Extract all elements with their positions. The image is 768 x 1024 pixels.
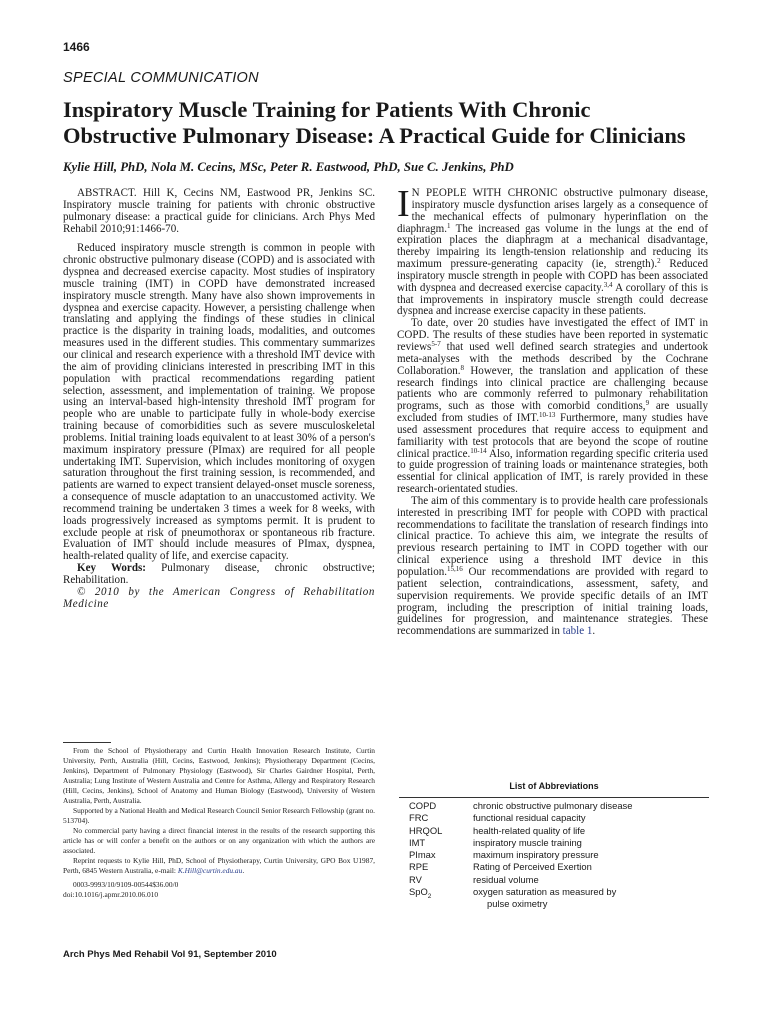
citation-ref: 5-7 bbox=[431, 339, 441, 348]
abbreviation-definition: residual volume bbox=[473, 873, 539, 885]
abbreviations-box bbox=[399, 781, 709, 911]
abbreviation-term: RPE bbox=[409, 861, 429, 873]
intro-text: are usually excluded from studies of IMT. bbox=[397, 400, 708, 425]
copyright-notice: © 2010 by the American Congress of Rehabilitation Medicine bbox=[63, 585, 375, 610]
citation-ref: 15,16 bbox=[447, 565, 463, 573]
abbreviation-row bbox=[399, 837, 709, 849]
intro-text: that used well defined search strategies and undertook meta-analyses with the methods described by the Cochrane Collaboration. bbox=[397, 340, 708, 377]
citation-ref: 10-13 bbox=[539, 411, 556, 420]
intro-text: The increased gas volume in the lungs at the end of expiration places the diaphragm at a mechanical disadvantage, thereby impairing its length-tension relationship and reducing its maximum pressure-generating capacity (ie, strength). bbox=[397, 222, 709, 271]
abbreviation-definition: Rating of Perceived Exertion bbox=[473, 861, 592, 873]
journal-footer: Arch Phys Med Rehabil Vol 91, September 2010 bbox=[63, 949, 277, 960]
abbreviation-row bbox=[399, 825, 709, 837]
footnote-divider bbox=[63, 742, 111, 743]
keywords bbox=[63, 563, 375, 587]
abstract-label: ABSTRACT. bbox=[77, 187, 137, 199]
keywords-text: Pulmonary disease, chronic obstructive; Rehabilitation. bbox=[63, 562, 375, 586]
drop-cap: I bbox=[397, 183, 410, 225]
intro-text: obstructive pulmonary disease, inspiratory muscle dysfunction arises largely as a consequence of the mechanical effects of pulmonary hyperinflation on the diaphragm. bbox=[397, 187, 709, 235]
introduction-column bbox=[397, 183, 709, 638]
footnotes bbox=[63, 746, 375, 900]
intro-smallcaps: N PEOPLE WITH CHRONIC bbox=[411, 187, 558, 199]
intro-text: However, the translation and application of these research findings into clinical practice are challenging because patients who are commonly referred to pulmonary rehabilitation programs, such as those with comorbid conditions, bbox=[397, 364, 709, 413]
section-label: SPECIAL COMMUNICATION bbox=[63, 70, 259, 86]
abbreviation-row bbox=[399, 849, 709, 861]
citation-ref: 10-14 bbox=[470, 446, 487, 455]
author-email-link[interactable]: K.Hill@curtin.edu.au bbox=[177, 866, 243, 875]
footnote-support: Supported by a National Health and Medical Research Council Senior Research Fellowship (grant no. 513704). bbox=[63, 806, 375, 825]
abstract-column bbox=[63, 188, 375, 611]
intro-paragraph-2 bbox=[397, 318, 708, 496]
article-title bbox=[63, 97, 723, 149]
intro-text: The aim of this commentary is to provide health care professionals interested in prescribing IMT for people with COPD with practical recommendations to facilitate the translation of research findings into clinical practice. To achieve this aim, we integrate the results of previous research pertaining to IMT in COPD together with our clinical experience using a threshold IMT device in this population. bbox=[397, 494, 708, 578]
citation-ref: 9 bbox=[645, 399, 650, 408]
abbreviations-list bbox=[399, 800, 709, 886]
footnote-affiliation: From the School of Physiotherapy and Curtin Health Innovation Research Institute, Curtin University, Perth, Australia (Hill, Cecins, Eastwood, Jenkins); Physiotherapy Department (Cecins, Jenkins), Department of Pulmonary Physiology (Eastwood), Sir Charles Gairdner Hospital, Perth, Australia; Lung Institute of Western Australia and Centre for Asthma, Allergy and Respiratory Research (Hill, Cecins, Jenkins), School of Anatomy and Human Biology (Eastwood), University of Western Australia, Perth, Australia. bbox=[63, 746, 375, 805]
title-line-1: Inspiratory Muscle Training for Patients With Chronic bbox=[63, 97, 591, 122]
intro-text: Our recommendations are provided with regard to patient selection, contraindications, assessment, safety, and supervision requirements. We provide specific details of an IMT program, including the prescription of initial training loads, guidelines for progression, and maintenance strategies. These recommendations are summarized in bbox=[397, 566, 708, 638]
abbreviation-definition: oxygen saturation as measured by pulse oximetry bbox=[473, 886, 617, 910]
abstract-citation-paragraph bbox=[63, 188, 375, 235]
footnote-conflict: No commercial party having a direct financial interest in the results of the research supporting this article has or will confer a benefit on the authors or on any organization with which the authors are associated. bbox=[63, 826, 375, 855]
abbreviation-term: SpO$_2$ bbox=[409, 886, 432, 900]
abstract-citation: Hill K, Cecins NM, Eastwood PR, Jenkins SC. Inspiratory muscle training for patients with chronic obstructive pulmonary disease: a practical guide for clinicians. Arch Phys Med Rehabil 2010;91:1466-70. bbox=[63, 187, 376, 235]
citation-ref: 3,4 bbox=[603, 280, 613, 289]
intro-text: To date, over 20 studies have investigated the effect of IMT in COPD. The results of these studies have been reported in systematic reviews bbox=[397, 317, 708, 353]
abbreviation-definition: functional residual capacity bbox=[473, 812, 586, 824]
reprint-text: Reprint requests to Kylie Hill, PhD, School of Physiotherapy, Curtin University, GPO Box U1987, Perth, 6845 Western Australia, e-mail: bbox=[63, 856, 375, 875]
abbreviations-title: List of Abbreviations bbox=[509, 781, 599, 791]
abbreviation-term: COPD bbox=[409, 800, 437, 811]
citation-ref: 2 bbox=[657, 257, 661, 266]
page-number: 1466 bbox=[63, 40, 90, 54]
keywords-label: Key Words: bbox=[77, 562, 146, 575]
intro-text: A corollary of this is that improvements in inspiratory muscle strength could decrease dyspnea and increase exercise capacity in these patients. bbox=[397, 281, 708, 318]
footnote-reprint bbox=[63, 856, 375, 876]
citation-ref: 8 bbox=[460, 363, 465, 372]
abstract-body: Reduced inspiratory muscle strength is common in people with chronic obstructive pulmonary disease (COPD) and is associated with dyspnea and decreased exercise capacity. Most studies of inspiratory muscle training (IMT) in COPD have demonstrated increased inspiratory muscle strength. Many have also shown improvements in dyspnea and exercise capacity. However, a persisting challenge when translating and applying the findings of these studies in clinical practice is the disparity in training loads, modalities, and outcomes measures used in the different studies. This commentary summarizes our clinical and research experience with a threshold IMT device with the aim of providing clinicians interested in prescribing IMT in this population with practical recommendations regarding patient selection, assessment, and implementation of training. We propose using an interval-based high-intensity threshold IMT program for people who are unable to participate fully in whole-body exercise training because of comorbidities such as severe musculoskeletal problems. Initial training loads equivalent to at least 30% of a person's maximum inspiratory pressure (PImax) are required for all people undertaking IMT. Supervision, which includes monitoring of oxygen saturation throughout the first training session, is recommended, and patients are warned to expect transient delayed-onset muscle soreness, a consequence of muscle adaptation to an unaccustomed activity. We recommend training be undertaken 3 times a week for 8 weeks, with loads progressively increased as symptoms permit. It is prudent to exclude people at risk of pneumothorax or spontaneous rib fracture. Evaluation of IMT should include measures of PImax, dyspnea, health-related quality of life, and exercise capacity. bbox=[63, 242, 375, 563]
abbreviation-row bbox=[399, 886, 709, 911]
abbreviation-row bbox=[399, 874, 709, 886]
intro-text: Also, information regarding specific criteria used to guide progression of training loads or maintenance strategies, both essential for clinical application of IMT, is rarely provided in these research-orientated studies. bbox=[397, 447, 708, 496]
abbreviations-rule bbox=[399, 797, 709, 798]
abbreviation-term: FRC bbox=[409, 812, 429, 824]
intro-paragraph-1 bbox=[397, 183, 709, 318]
intro-text: Reduced inspiratory muscle strength in people with COPD has been associated with dyspnea and decreased exercise capacity. bbox=[397, 258, 708, 294]
author-list: Kylie Hill, PhD, Nola M. Cecins, MSc, Peter R. Eastwood, PhD, Sue C. Jenkins, PhD bbox=[63, 160, 514, 174]
abbreviation-row bbox=[399, 812, 709, 824]
abbreviation-definition: health-related quality of life bbox=[473, 824, 586, 836]
intro-paragraph-3 bbox=[397, 496, 708, 638]
abbreviation-definition: chronic obstructive pulmonary disease bbox=[473, 800, 633, 811]
table-1-link[interactable]: table 1 bbox=[562, 625, 593, 638]
intro-text: . bbox=[592, 625, 596, 638]
reprint-end: . bbox=[242, 866, 245, 875]
abbreviation-term: HRQOL bbox=[409, 824, 443, 836]
abbreviation-term: IMT bbox=[409, 836, 426, 848]
title-line-2: Obstructive Pulmonary Disease: A Practical Guide for Clinicians bbox=[63, 123, 686, 148]
abbreviation-row bbox=[399, 861, 709, 873]
abbreviation-term: PImax bbox=[409, 849, 436, 861]
abbreviation-definition: maximum inspiratory pressure bbox=[473, 849, 599, 861]
abbreviation-definition: inspiratory muscle training bbox=[473, 836, 582, 848]
intro-text: Furthermore, many studies have used assessment procedures that require access to equipment and familiarity with test protocols that are beyond the scope of routine clinical practice. bbox=[397, 412, 708, 460]
abbreviation-term: RV bbox=[409, 873, 422, 885]
abbreviation-row bbox=[399, 800, 709, 812]
citation-ref: 1 bbox=[447, 221, 451, 230]
footnote-doi: doi:10.1016/j.apmr.2010.06.010 bbox=[63, 890, 159, 899]
footnote-issn: 0003-9993/10/9109-00544$36.00/0 bbox=[73, 880, 179, 889]
